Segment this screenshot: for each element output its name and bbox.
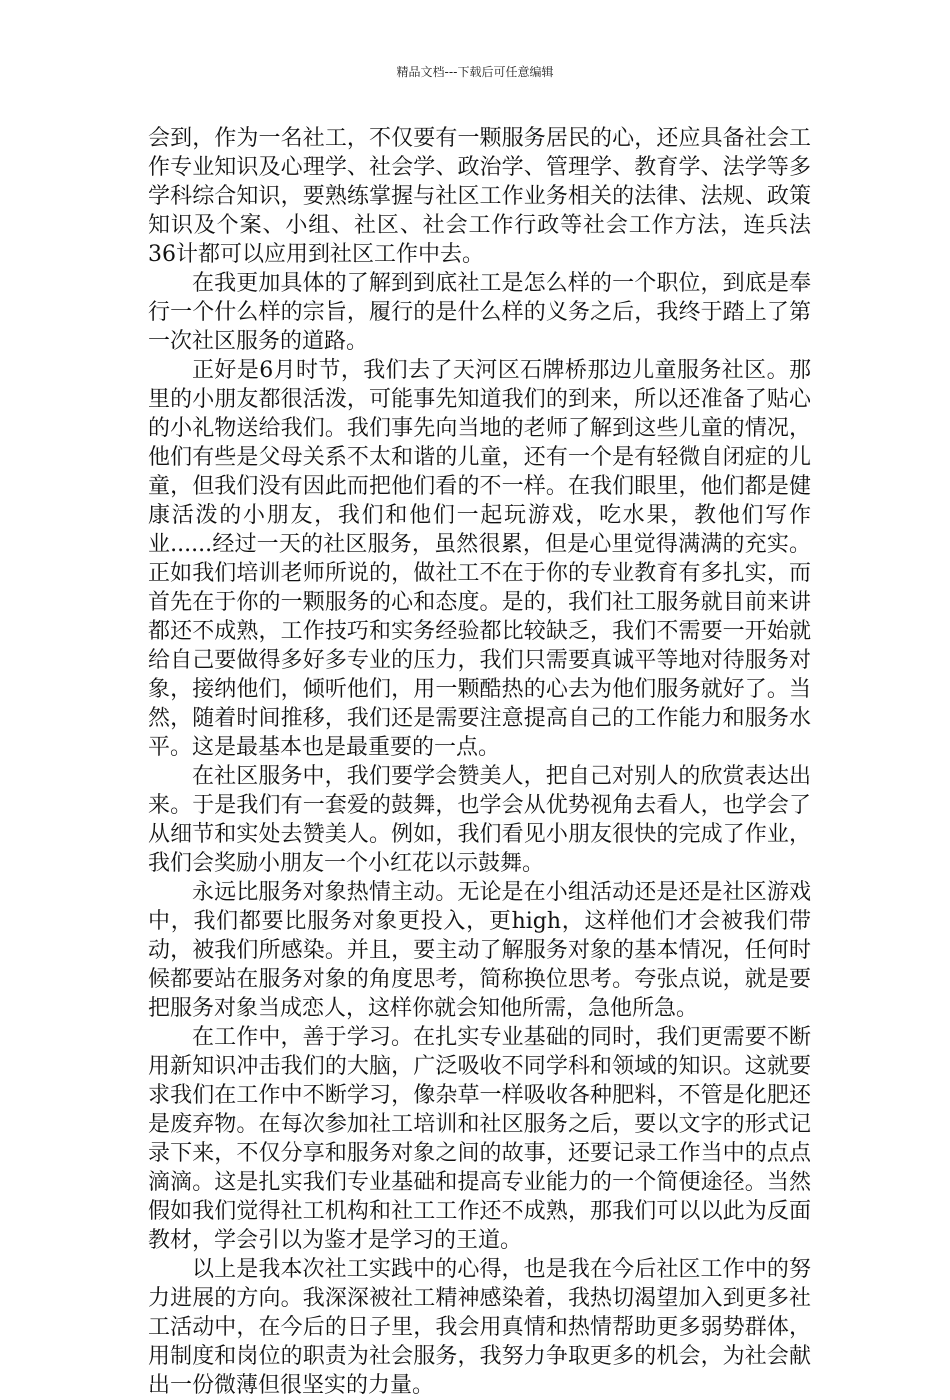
- paragraph-5: 永远比服务对象热情主动。无论是在小组活动还是还是社区游戏中，我们都要比服务对象更投入，更high，这样他们才会被我们带动，被我们所感染。并且，要主动了解服务对象的基本情况，任何时候都要站在服务对象的角度思考，简称换位思考。夸张点说，就是要把服务对象当成恋人，这样你就会知他所需，急他所急。: [148, 880, 811, 1021]
- paragraph-2: 在我更加具体的了解到到底社工是怎么样的一个职位，到底是奉行一个什么样的宗旨，履行的是什么样的义务之后，我终于踏上了第一次社区服务的道路。: [148, 271, 811, 354]
- paragraph-4: 在社区服务中，我们要学会赞美人，把自己对别人的欣赏表达出来。于是我们有一套爱的鼓舞，也学会从优势视角去看人，也学会了从细节和实处去赞美人。例如，我们看见小朋友很快的完成了作业，我们会奖励小朋友一个小红花以示鼓舞。: [148, 764, 811, 876]
- paragraph-3: 正好是6月时节，我们去了天河区石牌桥那边儿童服务社区。那里的小朋友都很活泼，可能事先知道我们的到来，所以还准备了贴心的小礼物送给我们。我们事先向当地的老师了解到这些儿童的情况，他们有些是父母关系不太和谐的儿童，还有一个是有轻微自闭症的儿童，但我们没有因此而把他们看的不一样。在我们眼里，他们都是健康活泼的小朋友，我们和他们一起玩游戏，吃水果，教他们写作业......经过一天的社区服务，虽然很累，但是心里觉得满满的充实。正如我们培训老师所说的，做社工不在于你的专业教育有多扎实，而首先在于你的一颗服务的心和态度。是的，我们社工服务就目前来讲都还不成熟，工作技巧和实务经验都比较缺乏，我们不需要一开始就给自己要做得多好多专业的压力，我们只需要真诚平等地对待服务对象，接纳他们，倾听他们，用一颗酷热的心去为他们服务就好了。当然，随着时间推移，我们还是需要注意提高自己的工作能力和服务水平。这是最基本也是最重要的一点。: [148, 358, 811, 760]
- document-body: [148, 124, 811, 1400]
- paragraph-1: 会到，作为一名社工，不仅要有一颗服务居民的心，还应具备社会工作专业知识及心理学、社会学、政治学、管理学、教育学、法学等多学科综合知识，要熟练掌握与社区工作业务相关的法律、法规、政策知识及个案、小组、社区、社会工作行政等社会工作方法，连兵法36计都可以应用到社区工作中去。: [148, 126, 811, 267]
- paragraph-7: 以上是我本次社工实践中的心得，也是我在今后社区工作中的努力进展的方向。我深深被社工精神感染着，我热切渴望加入到更多社工活动中，在今后的日子里，我会用真情和热情帮助更多弱势群体，用制度和岗位的职责为社会服务，我努力争取更多的机会，为社会献出一份微薄但很坚实的力量。: [148, 1257, 811, 1398]
- page-header: 精品文档---下载后可任意编辑: [396, 65, 554, 79]
- paragraph-6: 在工作中，善于学习。在扎实专业基础的同时，我们更需要不断用新知识冲击我们的大脑，广泛吸收不同学科和领域的知识。这就要求我们在工作中不断学习，像杂草一样吸收各种肥料，不管是化肥还是废弃物。在每次参加社工培训和社区服务之后，要以文字的形式记录下来，不仅分享和服务对象之间的故事，还要记录工作当中的点点滴滴。这是扎实我们专业基础和提高专业能力的一个简便途径。当然假如我们觉得社工机构和社工工作还不成熟，那我们可以以此为反面教材，学会引以为鉴才是学习的王道。: [148, 1025, 811, 1253]
